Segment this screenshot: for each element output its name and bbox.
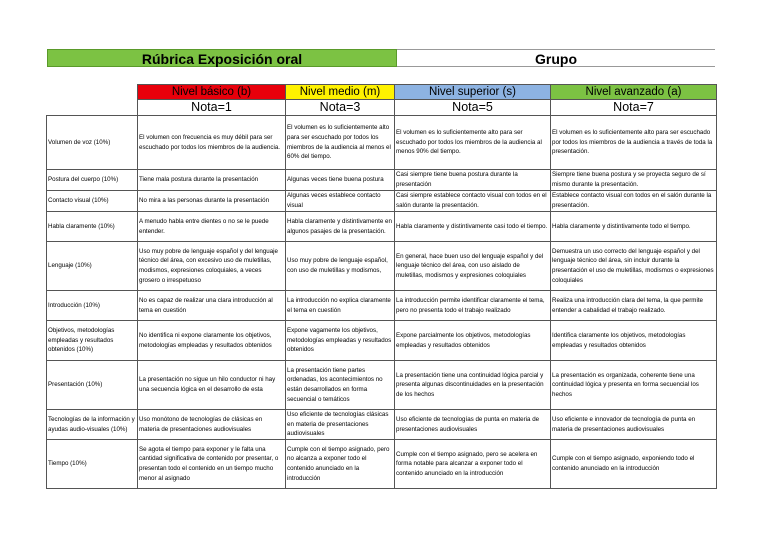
descriptor-cell: Establece contacto visual con todos en el salón durante la presentación.: [551, 191, 717, 212]
criterion-cell: Volumen de voz (10%): [47, 116, 138, 170]
criterion-cell: Tiempo (10%): [47, 440, 138, 489]
descriptor-cell: Identifica claramente los objetivos, metodologías empleadas y resultados obtenidos: [551, 321, 717, 361]
descriptor-cell: Uso monótono de tecnologías de clásicas en materia de presentaciones audiovisuales: [138, 410, 286, 440]
criterion-cell: Lenguaje (10%): [47, 242, 138, 291]
criterion-cell: Presentación (10%): [47, 361, 138, 410]
criterion-cell: Objetivos, metodologías empleadas y resultados obtenidos (10%): [47, 321, 138, 361]
criterion-cell: Introducción (10%): [47, 291, 138, 321]
descriptor-cell: La presentación es organizada, coherente tiene una continuidad lógica y presenta en forma secuencial los hechos: [551, 361, 717, 410]
nota-superior: Nota=5: [395, 100, 551, 116]
criterion-cell: Tecnologías de la información y ayudas audio-visuales (10%): [47, 410, 138, 440]
descriptor-cell: Habla claramente y distintivamente casi todo el tiempo.: [395, 212, 551, 242]
table-row: [47, 440, 717, 489]
table-row: [47, 116, 717, 170]
descriptor-cell: Uso eficiente e innovador de tecnología de punta en materia de presentaciones audiovisuales: [551, 410, 717, 440]
table-row: [47, 191, 717, 212]
group-label: Grupo: [397, 49, 715, 67]
descriptor-cell: Demuestra un uso correcto del lenguaje español y del lenguaje técnico del área, sin incluir durante la presentación el uso de muletillas, modismos o expresiones coloquiales: [551, 242, 717, 291]
descriptor-cell: Casi siempre tiene buena postura durante la presentación: [395, 170, 551, 191]
corner-cell: [47, 85, 138, 100]
descriptor-cell: Algunas veces establece contacto visual: [286, 191, 395, 212]
descriptor-cell: Casi siempre establece contacto visual con todos en el salón durante la presentación.: [395, 191, 551, 212]
criterion-cell: Postura del cuerpo (10%): [47, 170, 138, 191]
table-row: [47, 170, 717, 191]
descriptor-cell: Habla claramente y distintivamente en algunos pasajes de la presentación.: [286, 212, 395, 242]
descriptor-cell: Expone parcialmente los objetivos, metodologías empleadas y resultados obtenidos: [395, 321, 551, 361]
descriptor-cell: La presentación tiene una continuidad lógica parcial y presenta algunas discontinuidades en la presentación de los hechos: [395, 361, 551, 410]
table-row: [47, 361, 717, 410]
criterion-cell: Contacto visual (10%): [47, 191, 138, 212]
descriptor-cell: No mira a las personas durante la presentación: [138, 191, 286, 212]
table-row: [47, 410, 717, 440]
descriptor-cell: Algunas veces tiene buena postura: [286, 170, 395, 191]
level-superior-header: Nivel superior (s): [395, 85, 551, 100]
descriptor-cell: Expone vagamente los objetivos, metodologías empleadas y resultados obtenidos: [286, 321, 395, 361]
nota-advanced: Nota=7: [551, 100, 717, 116]
table-row: [47, 242, 717, 291]
level-medium-header: Nivel medio (m): [286, 85, 395, 100]
descriptor-cell: Uso muy pobre de lenguaje español, con uso de muletillas y modismos,: [286, 242, 395, 291]
descriptor-cell: Cumple con el tiempo asignado, pero se acelera en forma notable para alcanzar a exponer todo el contenido anunciado en la introducción: [395, 440, 551, 489]
descriptor-cell: Uso eficiente de tecnologías de punta en materia de presentaciones audiovisuales: [395, 410, 551, 440]
descriptor-cell: Uso muy pobre de lenguaje español y del lenguaje técnico del área, con excesivo uso de muletillas, modismos, expresiones coloquiales, a veces grosero o irrespetuoso: [138, 242, 286, 291]
descriptor-cell: La presentación tiene partes ordenadas, los acontecimientos no están desarrollados en forma secuencial o temáticos: [286, 361, 395, 410]
descriptor-cell: El volumen con frecuencia es muy débil para ser escuchado por todos los miembros de la audiencia.: [138, 116, 286, 170]
rubric-table: [46, 84, 717, 489]
level-header-row: [47, 85, 717, 100]
descriptor-cell: Tiene mala postura durante la presentación: [138, 170, 286, 191]
table-row: [47, 321, 717, 361]
descriptor-cell: No es capaz de realizar una clara introducción al tema en cuestión: [138, 291, 286, 321]
descriptor-cell: A menudo habla entre dientes o no se le puede entender.: [138, 212, 286, 242]
descriptor-cell: La presentación no sigue un hilo conductor ni hay una secuencia lógica en el desarrollo de esta: [138, 361, 286, 410]
descriptor-cell: Se agota el tiempo para exponer y le falta una cantidad significativa de contenido por presentar, o presentan todo el contenido en un tiempo mucho menor al asignado: [138, 440, 286, 489]
descriptor-cell: Cumple con el tiempo asignado, exponiendo todo el contenido anunciado en la introducción: [551, 440, 717, 489]
table-row: [47, 212, 717, 242]
descriptor-cell: El volumen es lo suficientemente alto para ser escuchado por todos los miembros de la audiencia al menos el 60% del tiempo.: [286, 116, 395, 170]
title-row: [47, 49, 715, 67]
rubric-title: Rúbrica Exposición oral: [47, 49, 397, 67]
nota-basic: Nota=1: [138, 100, 286, 116]
descriptor-cell: Uso eficiente de tecnologías clásicas en materia de presentaciones audiovisuales: [286, 410, 395, 440]
descriptor-cell: La introducción no explica claramente el tema en cuestión: [286, 291, 395, 321]
descriptor-cell: Siempre tiene buena postura y se proyecta seguro de sí mismo durante la presentación.: [551, 170, 717, 191]
descriptor-cell: Habla claramente y distintivamente todo el tiempo.: [551, 212, 717, 242]
level-advanced-header: Nivel avanzado (a): [551, 85, 717, 100]
nota-row: [47, 100, 717, 116]
descriptor-cell: La introducción permite identificar claramente el tema, pero no presenta todo el trabajo realizado: [395, 291, 551, 321]
descriptor-cell: El volumen es lo suficientemente alto para ser escuchado por todos los miembros de la audiencia al menos 90% del tiempo.: [395, 116, 551, 170]
corner-cell: [47, 100, 138, 116]
descriptor-cell: El volumen es lo suficientemente alto para ser escuchado por todos los miembros de la audiencia a través de toda la presentación.: [551, 116, 717, 170]
descriptor-cell: Cumple con el tiempo asignado, pero no alcanza a exponer todo el contenido anunciado en la introducción: [286, 440, 395, 489]
descriptor-cell: No identifica ni expone claramente los objetivos, metodologías empleadas y resultados obtenidos: [138, 321, 286, 361]
table-row: [47, 291, 717, 321]
level-basic-header: Nivel básico (b): [138, 85, 286, 100]
descriptor-cell: Realiza una introducción clara del tema, la que permite entender a cabalidad el trabajo realizado.: [551, 291, 717, 321]
descriptor-cell: En general, hace buen uso del lenguaje español y del lenguaje técnico del área, con uso aislado de muletillas, modismos y expresiones coloquiales: [395, 242, 551, 291]
nota-medium: Nota=3: [286, 100, 395, 116]
criterion-cell: Habla claramente (10%): [47, 212, 138, 242]
